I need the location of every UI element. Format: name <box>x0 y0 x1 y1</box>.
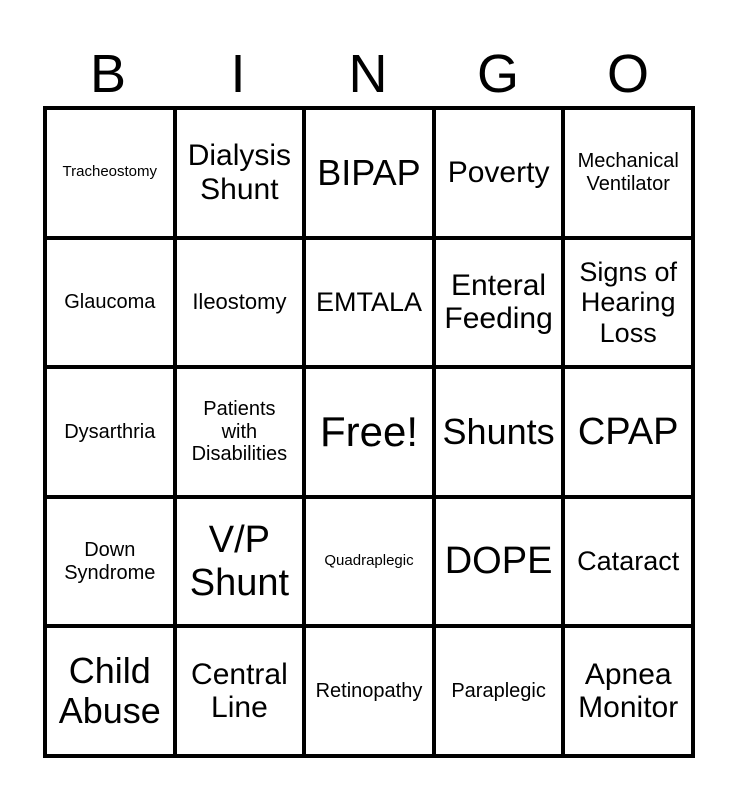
bingo-cell[interactable] <box>434 497 564 627</box>
bingo-cell[interactable] <box>175 497 305 627</box>
cell-label: Mechanical Ventilator <box>577 150 679 195</box>
cell-label: V/P Shunt <box>189 519 290 604</box>
cell-label: Dysarthria <box>64 420 156 443</box>
cell-label: BIPAP <box>317 151 421 193</box>
bingo-cell[interactable] <box>304 626 434 756</box>
bingo-board <box>43 106 695 758</box>
bingo-cell[interactable] <box>45 626 175 756</box>
header-letter-g: G <box>476 44 519 104</box>
cell-label: Poverty <box>447 156 550 189</box>
cell-label: Dialysis Shunt <box>187 139 292 206</box>
bingo-cell[interactable] <box>304 497 434 627</box>
cell-label: Tracheostomy <box>62 163 158 181</box>
cell-label: CPAP <box>577 410 679 453</box>
cell-label: Apnea Monitor <box>578 657 679 725</box>
free-space[interactable] <box>304 367 434 497</box>
bingo-cell[interactable] <box>304 238 434 368</box>
bingo-cell[interactable] <box>45 108 175 238</box>
cell-label: Cataract <box>577 546 680 577</box>
bingo-cell[interactable] <box>175 367 305 497</box>
header-letter-n: N <box>348 44 388 104</box>
bingo-cell[interactable] <box>45 367 175 497</box>
bingo-cell[interactable] <box>175 108 305 238</box>
bingo-cell[interactable] <box>563 367 693 497</box>
cell-label: Quadraplegic <box>324 552 414 570</box>
cell-label: Ileostomy <box>192 289 287 315</box>
header-letter-o: O <box>606 44 649 104</box>
free-space-label: Free! <box>319 408 418 456</box>
cell-label: Glaucoma <box>64 291 156 314</box>
header-letter-i: I <box>230 44 246 104</box>
bingo-cell[interactable] <box>563 238 693 368</box>
bingo-cell[interactable] <box>563 626 693 756</box>
cell-label: EMTALA <box>315 287 422 318</box>
bingo-cell[interactable] <box>45 238 175 368</box>
bingo-cell[interactable] <box>563 497 693 627</box>
cell-label: Signs of Hearing Loss <box>579 257 677 348</box>
cell-label: Down Syndrome <box>64 539 156 584</box>
cell-label: Central Line <box>191 657 288 725</box>
header-letter-b: B <box>89 44 127 104</box>
cell-label: Enteral Feeding <box>444 268 553 336</box>
cell-label: Retinopathy <box>315 680 423 702</box>
bingo-cell[interactable] <box>45 497 175 627</box>
bingo-cell[interactable] <box>175 626 305 756</box>
bingo-cell[interactable] <box>434 367 564 497</box>
bingo-cell[interactable] <box>304 108 434 238</box>
bingo-cell[interactable] <box>434 108 564 238</box>
cell-label: DOPE <box>444 540 553 583</box>
bingo-cell[interactable] <box>563 108 693 238</box>
cell-label: Shunts <box>442 410 555 452</box>
bingo-header <box>43 44 693 104</box>
bingo-cell[interactable] <box>175 238 305 368</box>
bingo-cell[interactable] <box>434 626 564 756</box>
cell-label: Paraplegic <box>451 680 546 702</box>
cell-label: Patients with Disabilities <box>191 398 288 466</box>
cell-label: Child Abuse <box>58 649 161 732</box>
bingo-cell[interactable] <box>434 238 564 368</box>
